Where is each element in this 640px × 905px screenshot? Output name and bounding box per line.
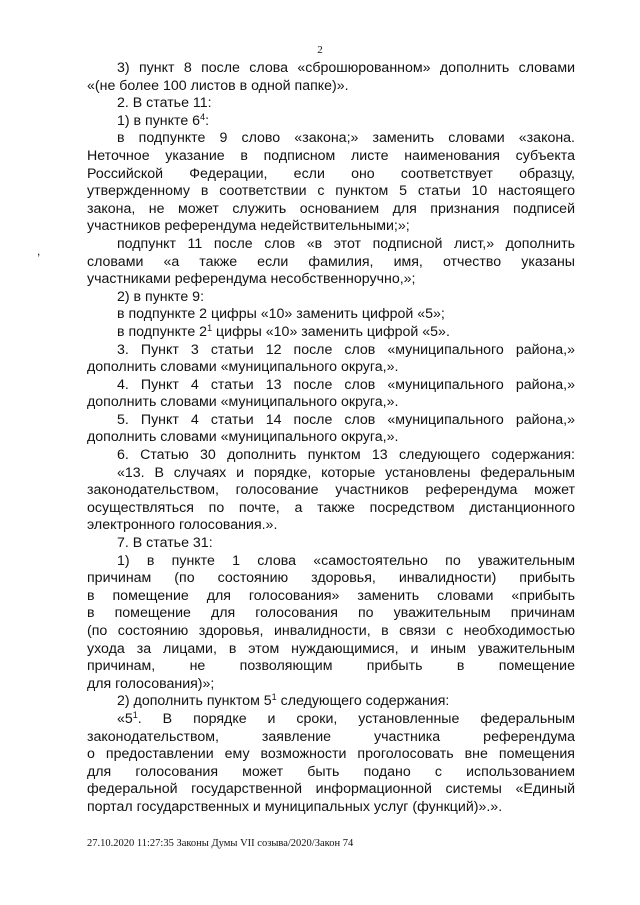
- text-line: для голосования)»;: [87, 675, 215, 692]
- text-line: (по состоянию здоровья, инвалидности, в связи с необходимостью: [87, 623, 575, 639]
- text-line: 7. В статье 31:: [117, 535, 213, 552]
- text-line: «$5^1$. В порядке и сроки, установленные федеральным: [117, 709, 575, 727]
- text-line: 2) дополнить пунктом $5^1$ следующего содержания:: [117, 692, 450, 710]
- text-line: утвержденному в соответствии с пунктом 5 статьи 10 настоящего: [87, 183, 575, 200]
- text-line: в подпункте $2^1$ цифры «10» заменить цифрой «5».: [117, 322, 450, 340]
- text-line: для голосования может быть подано с использованием: [87, 763, 575, 780]
- text-line: «13. В случаях и порядке, которые установлены федеральным: [117, 464, 575, 481]
- margin-mark: ,: [37, 244, 41, 258]
- text-line: осуществляться по почте, а также посредством дистанционного: [87, 499, 575, 516]
- superscript: 1: [132, 709, 138, 720]
- text-line: дополнить словами «муниципального округа,».: [87, 394, 399, 411]
- text-line: в подпункте 2 цифры «10» заменить цифрой «5»;: [117, 306, 445, 323]
- text-line: 1) в пункте $6^4$:: [117, 111, 210, 129]
- text-line: причинам, не позволяющим прибыть в помещение: [87, 658, 575, 675]
- text-line: 2) в пункте 9:: [117, 288, 205, 305]
- text-line: подпункт 11 после слов «в этот подписной лист,» дополнить: [117, 235, 575, 252]
- text-line: словами «а также если фамилия, имя, отчество указаны: [87, 253, 575, 270]
- text-line: 5. Пункт 4 статьи 14 после слов «муниципального района,»: [117, 411, 575, 428]
- text-line: портал государственных и муниципальных услуг (функций)».».: [87, 798, 503, 815]
- text-line: 4. Пункт 4 статьи 13 после слов «муниципального района,»: [117, 376, 575, 393]
- text-line: дополнить словами «муниципального округа,».: [87, 429, 399, 446]
- text-line: федеральной государственной информационной системы «Единый: [87, 781, 575, 798]
- text-line: дополнить словами «муниципального округа,».: [87, 359, 399, 376]
- text-line: ухода за лицами, в этом нуждающимися, и иным уважительным: [87, 640, 575, 657]
- footer-stamp: 27.10.2020 11:27:35 Законы Думы VII созыва/2020/Закон 74: [87, 838, 354, 849]
- superscript: 4: [200, 111, 206, 122]
- text-line: 1) в пункте 1 слова «самостоятельно по уважительным: [117, 552, 575, 569]
- text-line: законодательством, голосование участников референдума может: [87, 482, 575, 499]
- text-line: причинам (по состоянию здоровья, инвалидности) прибыть: [87, 570, 575, 587]
- text-line: о предоставлении ему возможности проголосовать вне помещения: [87, 746, 575, 763]
- text-line: участников референдума недействительными;»;: [87, 218, 410, 235]
- text-line: 6. Статью 30 дополнить пунктом 13 следующего содержания:: [117, 447, 575, 464]
- text-line: Неточное указание в подписном листе наименования субъекта: [87, 147, 575, 164]
- superscript: 1: [207, 322, 213, 333]
- superscript: 1: [271, 692, 277, 703]
- text-line: в помещение для голосования по уважительным причинам: [87, 605, 575, 622]
- text-line: в подпункте 9 слово «закона;» заменить словами «закона.: [117, 130, 575, 147]
- text-line: 3) пункт 8 после слова «сброшюрованном» дополнить словами: [117, 60, 575, 76]
- page-number: 2: [317, 44, 323, 56]
- text-line: участниками референдума несобственноручно,»;: [87, 271, 416, 288]
- text-line: законодательством, заявление участника референдума: [87, 728, 575, 745]
- text-line: Российской Федерации, если оно соответствует образцу,: [87, 165, 575, 182]
- text-line: 3. Пункт 3 статьи 12 после слов «муниципального района,»: [117, 341, 575, 358]
- text-line: электронного голосования.».: [87, 517, 278, 534]
- text-line: «(не более 100 листов в одной папке)».: [87, 77, 349, 94]
- document-body: [87, 60, 575, 817]
- text-line: 2. В статье 11:: [117, 95, 212, 112]
- text-line: закона, не может служить основанием для признания подписей: [87, 200, 575, 217]
- text-line: в помещение для голосования» заменить словами «прибыть: [87, 587, 575, 604]
